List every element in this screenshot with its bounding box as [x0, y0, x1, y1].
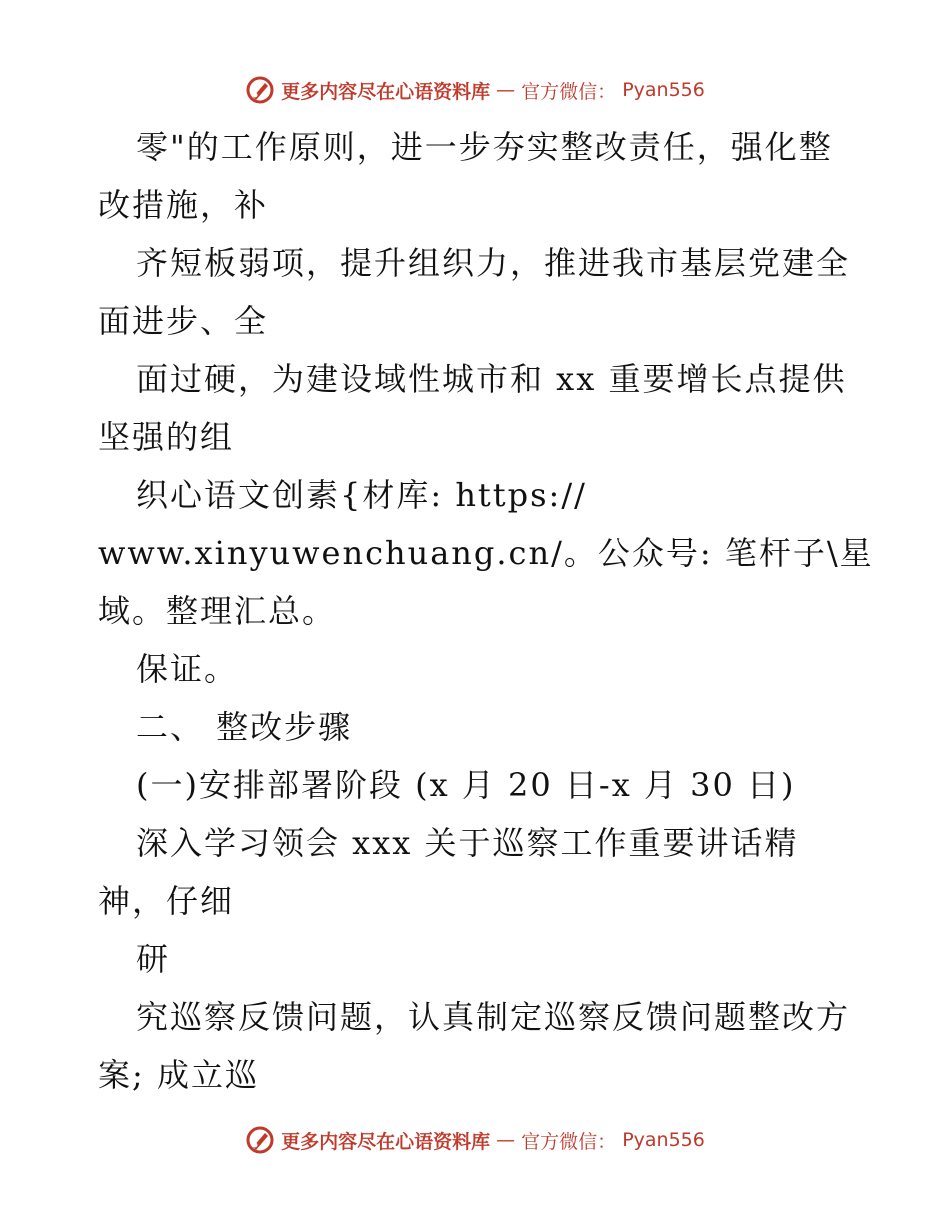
body-line: 零"的工作原则，进一步夯实整改责任，强化整: [136, 128, 833, 166]
body-line: 改措施，补: [98, 186, 269, 224]
body-line: 究巡察反馈问题，认真制定巡察反馈问题整改方: [136, 998, 851, 1036]
body-line: 神，仔细: [98, 882, 235, 920]
header-site-text: 更多内容尽在心语资料库: [281, 80, 491, 103]
body-line: 织心语文创素{材库: https://: [136, 476, 587, 514]
footer-dash: —: [496, 1129, 516, 1151]
section-heading: 二、 整改步骤: [136, 708, 353, 746]
header-banner-inner: [245, 75, 705, 105]
body-line: 研: [136, 940, 171, 978]
footer-wechat-label: 官方微信：: [521, 1130, 617, 1153]
footer-banner: [0, 1120, 950, 1160]
body-line: 面过硬，为建设域性城市和 xx 重要增长点提供: [136, 360, 847, 398]
body-line: 面进步、全: [98, 302, 269, 340]
pen-logo-icon: [245, 75, 275, 105]
body-line: 保证。: [136, 650, 239, 688]
body-line: 齐短板弱项，提升组织力，推进我市基层党建全: [136, 244, 851, 282]
header-wechat-label: 官方微信：: [521, 80, 617, 103]
document-body: [98, 118, 878, 1104]
body-line: 坚强的组: [98, 418, 235, 456]
pen-logo-icon: [245, 1125, 275, 1155]
subsection-heading: (一)安排部署阶段 (x 月 20 日-x 月 30 日): [136, 766, 796, 804]
footer-wechat-id: Pyan556: [622, 1129, 705, 1151]
body-line: 案; 成立巡: [98, 1056, 259, 1094]
header-dash: —: [496, 79, 516, 101]
body-line: 深入学习领会 xxx 关于巡察工作重要讲话精: [136, 824, 799, 862]
body-line: 域。整理汇总。: [98, 592, 337, 630]
header-banner: [0, 70, 950, 110]
body-line: www.xinyuwenchuang.cn/。公众号: 笔杆子\星: [98, 534, 874, 572]
header-wechat-id: Pyan556: [622, 79, 705, 101]
footer-site-text: 更多内容尽在心语资料库: [281, 1130, 491, 1153]
footer-banner-inner: [245, 1125, 705, 1155]
